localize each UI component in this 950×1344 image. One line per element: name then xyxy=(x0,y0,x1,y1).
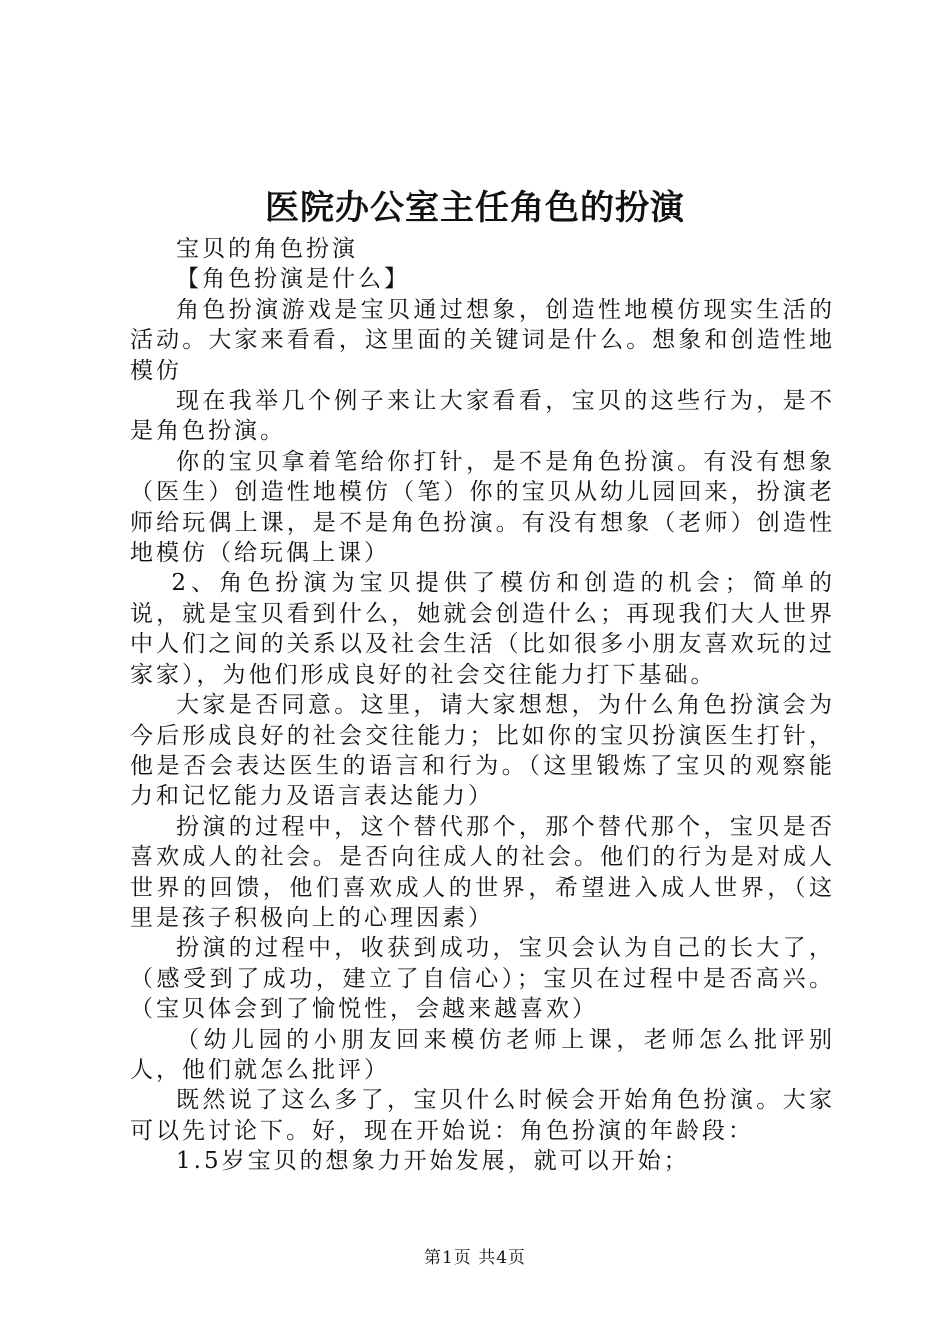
paragraph: 现在我举几个例子来让大家看看，宝贝的这些行为，是不是角色扮演。 xyxy=(130,388,835,445)
paragraph: 角色扮演游戏是宝贝通过想象，创造性地模仿现实生活的活动。大家来看看，这里面的关键词是什么。想象和创造性地模仿 xyxy=(130,296,835,384)
paragraph: 既然说了这么多了，宝贝什么时候会开始角色扮演。大家可以先讨论下。好，现在开始说：角色扮演的年龄段： xyxy=(130,1087,835,1144)
paragraph: 宝贝的角色扮演 xyxy=(176,236,358,262)
paragraph: 大家是否同意。这里，请大家想想，为什么角色扮演会为今后形成良好的社会交往能力；比如你的宝贝扮演医生打针，他是否会表达医生的语言和行为。（这里锻炼了宝贝的观察能力和记忆能力及语言表达能力） xyxy=(130,692,835,810)
paragraph: （幼儿园的小朋友回来模仿老师上课，老师怎么批评别人，他们就怎么批评） xyxy=(130,1026,835,1083)
paragraph: 扮演的过程中，收获到成功，宝贝会认为自己的长大了，（感受到了成功，建立了自信心）；宝贝在过程中是否高兴。（宝贝体会到了愉悦性，会越来越喜欢） xyxy=(130,935,835,1023)
paragraph: 2、角色扮演为宝贝提供了模仿和创造的机会；简单的说，就是宝贝看到什么，她就会创造什么；再现我们大人世界中人们之间的关系以及社会生活（比如很多小朋友喜欢玩的过家家），为他们形成良好的社会交往能力打下基础。 xyxy=(130,570,835,688)
paragraph: 扮演的过程中，这个替代那个，那个替代那个，宝贝是否喜欢成人的社会。是否向往成人的社会。他们的行为是对成人世界的回馈，他们喜欢成人的世界，希望进入成人世界，（这里是孩子积极向上的心理因素） xyxy=(130,813,835,931)
paragraph: 1.5岁宝贝的想象力开始发展，就可以开始； xyxy=(176,1148,690,1175)
document-title: 医院办公室主任角色的扮演 xyxy=(265,188,685,228)
paragraph: 你的宝贝拿着笔给你打针，是不是角色扮演。有没有想象（医生）创造性地模仿（笔）你的宝贝从幼儿园回来，扮演老师给玩偶上课，是不是角色扮演。有没有想象（老师）创造性地模仿（给玩偶上课） xyxy=(130,448,835,567)
document-body xyxy=(130,234,835,1177)
page-number-footer: 第1页 共4页 xyxy=(423,1248,527,1268)
section-heading: 【角色扮演是什么】 xyxy=(176,266,410,293)
